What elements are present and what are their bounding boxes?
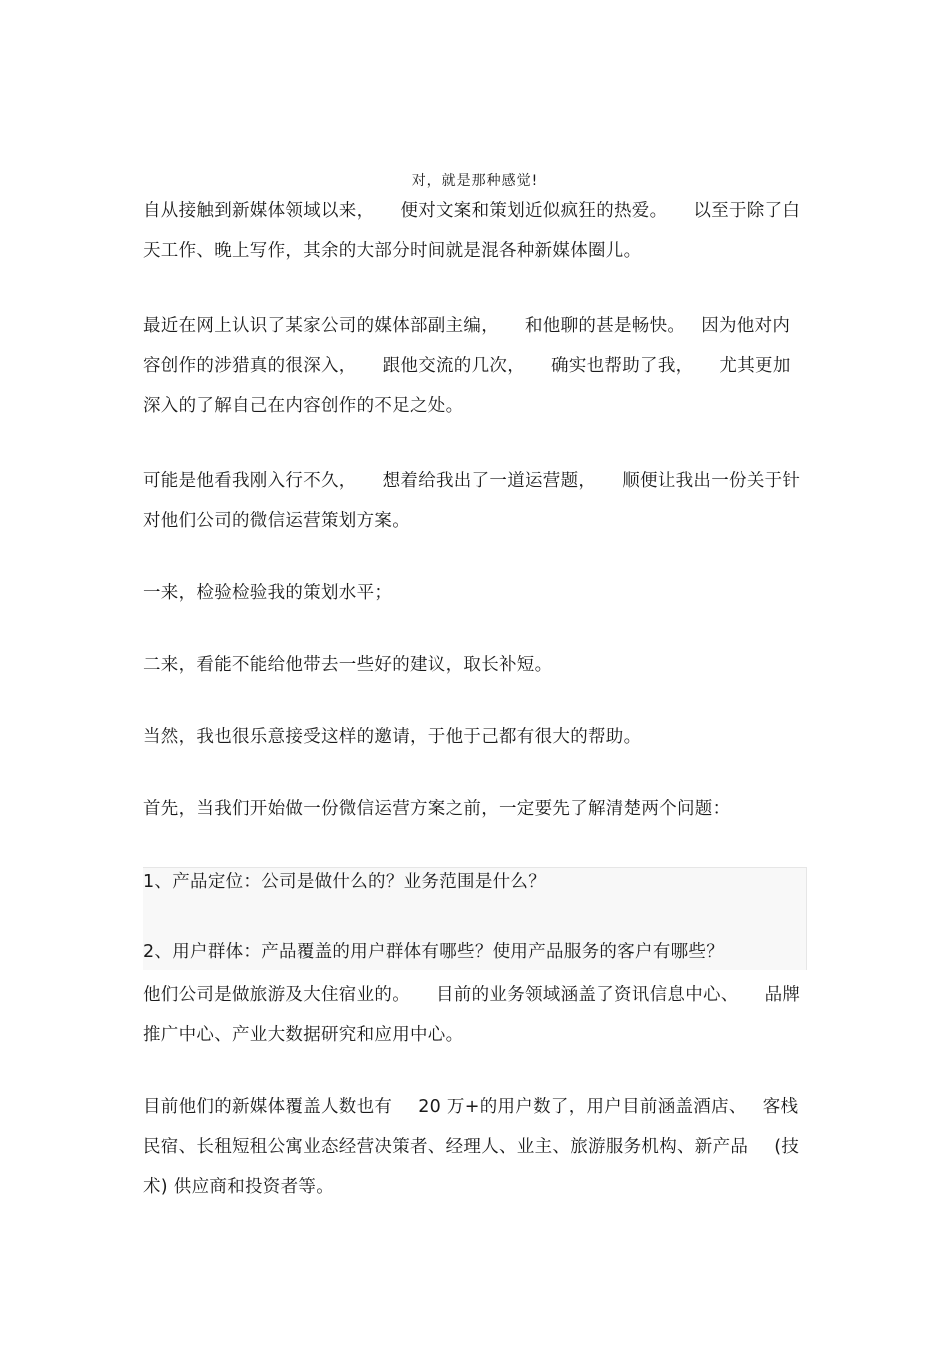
- paragraph-company: [143, 975, 807, 1055]
- paragraph-meeting: [143, 306, 807, 426]
- text-span: 跟他交流的几次，: [382, 356, 526, 376]
- text-span: 顺便让我出一份关于针对他们公司的微信运营策划方案。: [143, 471, 801, 531]
- paragraph-first: 一来，检验检验我的策划水平；: [143, 583, 393, 603]
- text-span: 和他聊的甚是畅快。: [525, 316, 686, 336]
- paragraph-users: [143, 1087, 807, 1207]
- text-span: 尤其更加深入的了解自己在内容创作的不足之处。: [143, 356, 791, 416]
- text-span: 目前他们的新媒体覆盖人数也有: [143, 1097, 393, 1117]
- text-span: 品牌推广中心、产业大数据研究和应用中心。: [143, 985, 801, 1045]
- document-title: 对，就是那种感觉!: [411, 173, 539, 189]
- text-span: (技术) 供应商和投资者等。: [143, 1137, 800, 1197]
- questions-box: [143, 867, 807, 970]
- text-span: 目前的业务领域涵盖了资讯信息中心、: [436, 985, 739, 1005]
- text-span: 20 万+的用户数了，用户目前涵盖酒店、: [418, 1097, 747, 1117]
- text-span: 最近在网上认识了某家公司的媒体部副主编，: [143, 316, 499, 336]
- text-span: 客栈民宿、长租短租公寓业态经营决策者、经理人、业主、旅游服务机构、新产品: [143, 1097, 799, 1157]
- text-span: 因为他对内容创作的涉猎真的很深入，: [143, 316, 791, 376]
- text-span: 以至于除了白天工作、晚上写作，其余的大部分时间就是混各种新媒体圈儿。: [143, 201, 801, 261]
- text-span: 想着给我出了一道运营题，: [382, 471, 597, 491]
- text-span: 便对文案和策划近似疯狂的热爱。: [400, 201, 668, 221]
- paragraph-intro: [143, 191, 807, 271]
- paragraph-firstly: 首先，当我们开始做一份微信运营方案之前，一定要先了解清楚两个问题：: [143, 799, 731, 819]
- paragraph-second: 二来，看能不能给他带去一些好的建议，取长补短。: [143, 655, 553, 675]
- text-span: 自从接触到新媒体领域以来，: [143, 201, 375, 221]
- paragraph-task: [143, 461, 807, 541]
- question-product-positioning: 1、产品定位：公司是做什么的？业务范围是什么？: [143, 872, 547, 892]
- paragraph-of-course: 当然，我也很乐意接受这样的邀请，于他于己都有很大的帮助。: [143, 727, 642, 747]
- text-span: 他们公司是做旅游及大住宿业的。: [143, 985, 410, 1005]
- text-span: 确实也帮助了我，: [551, 356, 694, 376]
- question-user-group: 2、用户群体：产品覆盖的用户群体有哪些？使用产品服务的客户有哪些？: [143, 942, 725, 962]
- text-span: 可能是他看我刚入行不久，: [143, 471, 357, 491]
